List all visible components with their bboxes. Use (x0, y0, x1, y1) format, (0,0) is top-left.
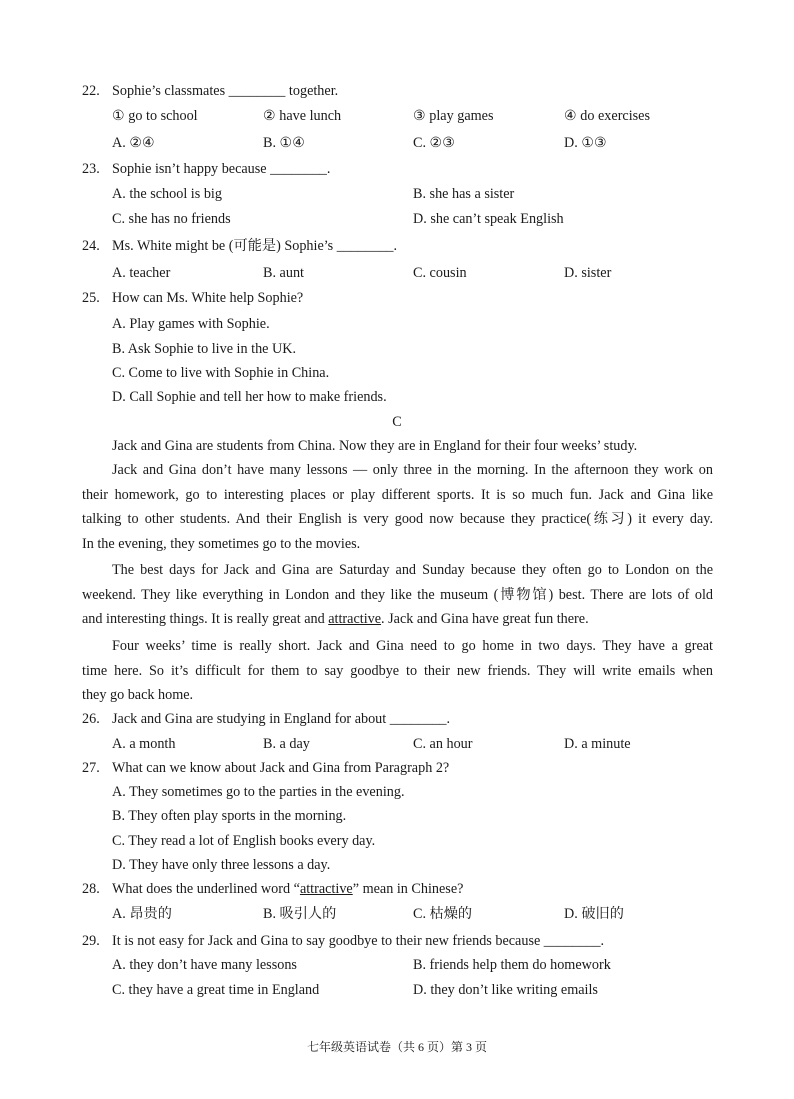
passage-line: In the evening, they sometimes go to the movies. (82, 536, 361, 553)
q28-stem-text: What does the underlined word “ (112, 881, 300, 897)
passage-line: Jack and Gina don’t have many lessons — only three in the morning. In the afternoon they work on (112, 462, 713, 478)
q26-option-c: C. an hour (413, 736, 473, 752)
q26-option-b: B. a day (263, 736, 310, 752)
passage-line: time here. So it’s difficult for them to say goodbye to their new friends. They will write emails when (82, 662, 713, 679)
page-footer: 七年级英语试卷（共 6 页）第 3 页 (306, 1040, 487, 1054)
q28-stem-text: ” mean in Chinese? (352, 881, 464, 897)
section-c-heading: C (392, 414, 402, 430)
passage-line: Four weeks’ time is really short. Jack and Gina need to go home in two days. They have a great (112, 638, 713, 654)
q27-option-c: C. They read a lot of English books every day. (112, 833, 376, 849)
q29-stem: It is not easy for Jack and Gina to say goodbye to their new friends because ________. (112, 933, 605, 949)
passage-line: talking to other students. And their English is very good now because they practice(练习) it every day. (82, 511, 713, 528)
q22-sub-option-4: ④ do exercises (564, 108, 650, 124)
q23-stem: Sophie isn’t happy because ________. (112, 161, 331, 177)
passage-paragraph-4 (82, 634, 713, 708)
q23-option-a: A. the school is big (112, 186, 222, 202)
passage-line (82, 607, 713, 632)
passage-paragraph-1 (82, 434, 713, 459)
q24-option-c: C. cousin (413, 265, 467, 281)
q24-number: 24. (82, 238, 100, 254)
q25-number: 25. (82, 290, 100, 306)
q24-option-d: D. sister (564, 265, 612, 281)
q25-option-a: A. Play games with Sophie. (112, 316, 270, 332)
q27-number: 27. (82, 760, 100, 776)
q26-option-a: A. a month (112, 736, 176, 752)
passage-line: they go back home. (82, 687, 194, 704)
q25-option-b: B. Ask Sophie to live in the UK. (112, 341, 297, 357)
q29-option-b: B. friends help them do homework (413, 957, 611, 973)
q26-number: 26. (82, 711, 100, 727)
passage-text: and interesting things. It is really great and (82, 611, 329, 628)
passage-line: weekend. They like everything in London and they like the museum (博物馆) best. There are lots of old (82, 586, 713, 603)
q22-option-d: D. ①③ (564, 135, 607, 151)
underlined-word-attractive: attractive (328, 611, 382, 628)
q25-option-c: C. Come to live with Sophie in China. (112, 365, 330, 381)
q27-option-b: B. They often play sports in the morning. (112, 808, 347, 824)
passage-line: The best days for Jack and Gina are Saturday and Sunday because they often go to London on the (112, 562, 713, 578)
passage-line: Jack and Gina are students from China. Now they are in England for their four weeks’ study. (112, 438, 638, 454)
q28-number: 28. (82, 881, 100, 897)
q22-sub-option-2: ② have lunch (263, 108, 342, 124)
q25-stem: How can Ms. White help Sophie? (112, 290, 304, 306)
q22-option-c: C. ②③ (413, 135, 455, 151)
q24-stem: Ms. White might be (可能是) Sophie’s ________. (112, 238, 398, 254)
q29-option-c: C. they have a great time in England (112, 982, 320, 998)
q28-underlined-word: attractive (299, 881, 353, 897)
q22-sub-option-3: ③ play games (413, 108, 494, 124)
q24-option-b: B. aunt (263, 265, 304, 281)
q23-option-b: B. she has a sister (413, 186, 515, 202)
q29-number: 29. (82, 933, 100, 949)
q22-option-b: B. ①④ (263, 135, 305, 151)
q28-stem (112, 880, 463, 898)
q27-option-d: D. They have only three lessons a day. (112, 857, 331, 873)
q26-stem: Jack and Gina are studying in England for about ________. (112, 711, 451, 727)
q22-number: 22. (82, 83, 100, 99)
q22-stem: Sophie’s classmates ________ together. (112, 83, 339, 99)
q22-sub-option-1: ① go to school (112, 108, 198, 124)
q23-number: 23. (82, 161, 100, 177)
q28-option-c: C. 枯燥的 (413, 906, 473, 922)
q28-option-b: B. 吸引人的 (263, 906, 337, 922)
q27-stem: What can we know about Jack and Gina from Paragraph 2? (112, 760, 450, 776)
q26-option-d: D. a minute (564, 736, 631, 752)
q24-option-a: A. teacher (112, 265, 171, 281)
q25-option-d: D. Call Sophie and tell her how to make friends. (112, 389, 387, 405)
q29-option-d: D. they don’t like writing emails (413, 982, 598, 998)
passage-line: their homework, go to interesting places or play different sports. It is so much fun. Jack and Gina like (82, 486, 713, 503)
passage-paragraph-2 (82, 458, 713, 557)
q28-option-d: D. 破旧的 (564, 906, 624, 922)
q28-option-a: A. 昂贵的 (112, 906, 172, 922)
q29-option-a: A. they don’t have many lessons (112, 957, 297, 973)
q22-option-a: A. ②④ (112, 135, 155, 151)
q23-option-c: C. she has no friends (112, 211, 231, 227)
q27-option-a: A. They sometimes go to the parties in the evening. (112, 784, 405, 800)
q23-option-d: D. she can’t speak English (413, 211, 564, 227)
passage-paragraph-3 (82, 558, 713, 632)
passage-text: . Jack and Gina have great fun there. (381, 611, 589, 628)
